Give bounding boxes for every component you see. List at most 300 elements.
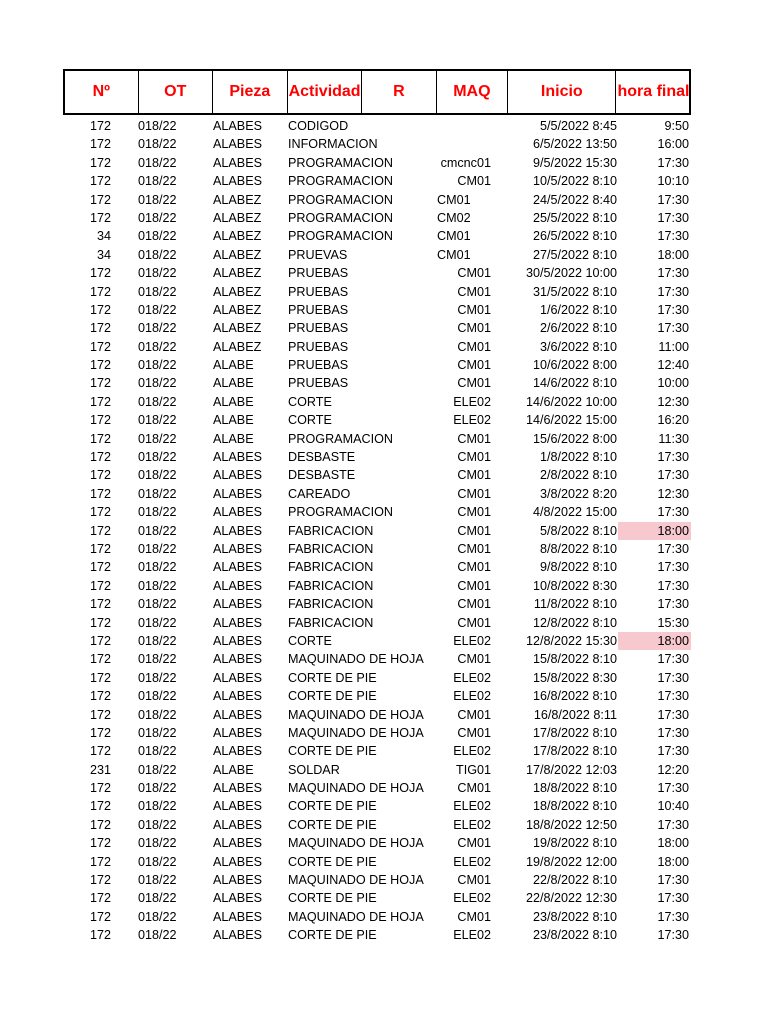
cell-inicio[interactable]: 2/6/2022 8:10	[539, 321, 617, 336]
cell-no[interactable]: 172	[89, 744, 111, 759]
cell-maq[interactable]: ELE02	[453, 854, 491, 869]
cell-maq[interactable]: CM01	[457, 266, 491, 281]
cell-maq[interactable]: CM01	[457, 725, 491, 740]
cell-inicio[interactable]: 22/8/2022 8:10	[532, 873, 617, 888]
cell-no[interactable]: 172	[89, 541, 111, 556]
cell-ot[interactable]: 018/22	[138, 836, 177, 851]
cell-no[interactable]: 172	[89, 192, 111, 207]
cell-hora-final[interactable]: 17:30	[657, 450, 689, 465]
cell-pieza[interactable]: ALABEZ	[213, 284, 262, 299]
cell-hora-final[interactable]: 17:30	[657, 210, 689, 225]
cell-hora-final[interactable]: 17:30	[657, 928, 689, 943]
cell-no[interactable]: 172	[89, 394, 111, 409]
cell-hora-final[interactable]: 17:30	[657, 155, 689, 170]
cell-maq[interactable]	[437, 135, 509, 153]
cell-ot[interactable]: 018/22	[138, 689, 177, 704]
cell-actividad[interactable]: CORTE DE PIE	[288, 817, 377, 832]
cell-hora-final[interactable]: 15:30	[657, 615, 689, 630]
cell-actividad[interactable]: FABRICACION	[288, 541, 374, 556]
cell-actividad[interactable]: PROGRAMACION	[288, 431, 393, 446]
cell-hora-final[interactable]: 10:00	[657, 376, 689, 391]
cell-pieza[interactable]: ALABES	[213, 560, 263, 575]
cell-actividad[interactable]: MAQUINADO DE HOJA	[288, 652, 424, 667]
cell-no[interactable]: 172	[89, 689, 111, 704]
cell-pieza[interactable]: ALABES	[213, 836, 263, 851]
cell-no[interactable]: 172	[89, 854, 111, 869]
cell-no[interactable]: 172	[89, 505, 111, 520]
cell-no[interactable]: 172	[89, 836, 111, 851]
cell-ot[interactable]: 018/22	[138, 541, 177, 556]
cell-hora-final[interactable]: 18:00	[618, 632, 691, 650]
cell-pieza[interactable]: ALABEZ	[213, 192, 262, 207]
cell-pieza[interactable]: ALABEZ	[213, 266, 262, 281]
cell-ot[interactable]: 018/22	[138, 210, 177, 225]
cell-pieza[interactable]: ALABES	[213, 909, 263, 924]
cell-pieza[interactable]: ALABE	[213, 431, 254, 446]
cell-actividad[interactable]: PROGRAMACION	[288, 229, 393, 244]
cell-ot[interactable]: 018/22	[138, 321, 177, 336]
cell-hora-final[interactable]: 17:30	[657, 284, 689, 299]
cell-maq[interactable]: CM01	[457, 450, 491, 465]
cell-maq[interactable]: cmcnc01	[440, 155, 491, 170]
cell-ot[interactable]: 018/22	[138, 873, 177, 888]
cell-pieza[interactable]: ALABES	[213, 744, 263, 759]
cell-pieza[interactable]: ALABE	[213, 394, 254, 409]
cell-inicio[interactable]: 19/8/2022 12:00	[525, 854, 617, 869]
cell-ot[interactable]: 018/22	[138, 615, 177, 630]
cell-inicio[interactable]: 19/8/2022 8:10	[532, 836, 617, 851]
cell-hora-final[interactable]: 17:30	[657, 266, 689, 281]
cell-actividad[interactable]: CORTE DE PIE	[288, 928, 377, 943]
cell-ot[interactable]: 018/22	[138, 891, 177, 906]
cell-ot[interactable]: 018/22	[138, 725, 177, 740]
cell-ot[interactable]: 018/22	[138, 450, 177, 465]
cell-hora-final[interactable]: 17:30	[657, 670, 689, 685]
cell-ot[interactable]: 018/22	[138, 394, 177, 409]
cell-actividad[interactable]: CORTE DE PIE	[288, 689, 377, 704]
cell-maq[interactable]: CM01	[437, 229, 471, 244]
cell-inicio[interactable]: 9/8/2022 8:10	[539, 560, 617, 575]
cell-actividad[interactable]: PRUEBAS	[288, 339, 349, 354]
cell-ot[interactable]: 018/22	[138, 560, 177, 575]
cell-actividad[interactable]: CORTE	[288, 394, 332, 409]
cell-inicio[interactable]: 14/6/2022 8:10	[532, 376, 617, 391]
cell-inicio[interactable]: 18/8/2022 12:50	[525, 817, 617, 832]
cell-actividad[interactable]: CORTE	[288, 413, 332, 428]
cell-ot[interactable]: 018/22	[138, 302, 177, 317]
cell-hora-final[interactable]: 17:30	[657, 192, 689, 207]
cell-no[interactable]: 172	[89, 578, 111, 593]
cell-ot[interactable]: 018/22	[138, 633, 177, 648]
cell-ot[interactable]: 018/22	[138, 744, 177, 759]
cell-actividad[interactable]: FABRICACION	[288, 615, 374, 630]
cell-pieza[interactable]: ALABE	[213, 413, 254, 428]
cell-actividad[interactable]: MAQUINADO DE HOJA	[288, 725, 424, 740]
cell-inicio[interactable]: 26/5/2022 8:10	[532, 229, 617, 244]
cell-maq[interactable]: CM01	[457, 376, 491, 391]
cell-pieza[interactable]: ALABES	[213, 799, 263, 814]
cell-hora-final[interactable]: 17:30	[657, 578, 689, 593]
cell-no[interactable]: 172	[89, 597, 111, 612]
cell-maq[interactable]: ELE02	[453, 633, 491, 648]
cell-actividad[interactable]: MAQUINADO DE HOJA	[288, 781, 424, 796]
cell-pieza[interactable]: ALABES	[213, 541, 263, 556]
cell-inicio[interactable]: 1/8/2022 8:10	[539, 450, 617, 465]
cell-inicio[interactable]: 2/8/2022 8:10	[539, 468, 617, 483]
cell-no[interactable]: 172	[89, 431, 111, 446]
cell-maq[interactable]: CM01	[457, 597, 491, 612]
cell-inicio[interactable]: 22/8/2022 12:30	[525, 891, 617, 906]
cell-hora-final[interactable]: 17:30	[657, 505, 689, 520]
cell-inicio[interactable]: 23/8/2022 8:10	[532, 928, 617, 943]
cell-hora-final[interactable]: 17:30	[657, 597, 689, 612]
cell-inicio[interactable]: 9/5/2022 15:30	[532, 155, 617, 170]
cell-actividad[interactable]: PRUEBAS	[288, 321, 349, 336]
cell-hora-final[interactable]: 10:10	[657, 174, 689, 189]
cell-no[interactable]: 172	[89, 799, 111, 814]
cell-pieza[interactable]: ALABES	[213, 707, 263, 722]
cell-ot[interactable]: 018/22	[138, 909, 177, 924]
cell-actividad[interactable]: PRUEBAS	[288, 284, 349, 299]
cell-ot[interactable]: 018/22	[138, 597, 177, 612]
cell-actividad[interactable]: PRUEBAS	[288, 266, 349, 281]
cell-pieza[interactable]: ALABES	[213, 578, 263, 593]
cell-actividad[interactable]: CORTE DE PIE	[288, 744, 377, 759]
cell-hora-final[interactable]: 9:50	[664, 119, 689, 133]
cell-actividad[interactable]: FABRICACION	[288, 523, 374, 538]
header-maq[interactable]: MAQ	[437, 71, 509, 113]
cell-hora-final[interactable]: 16:20	[657, 413, 689, 428]
cell-inicio[interactable]: 18/8/2022 8:10	[532, 781, 617, 796]
cell-hora-final[interactable]: 17:30	[657, 541, 689, 556]
cell-inicio[interactable]: 18/8/2022 8:10	[532, 799, 617, 814]
cell-maq[interactable]: ELE02	[453, 744, 491, 759]
cell-ot[interactable]: 018/22	[138, 486, 177, 501]
cell-no[interactable]: 172	[89, 302, 111, 317]
cell-ot[interactable]: 018/22	[138, 284, 177, 299]
cell-hora-final[interactable]: 17:30	[657, 302, 689, 317]
cell-pieza[interactable]: ALABES	[213, 174, 263, 189]
cell-hora-final[interactable]: 17:30	[657, 781, 689, 796]
cell-pieza[interactable]: ALABES	[213, 450, 263, 465]
cell-pieza[interactable]: ALABES	[213, 817, 263, 832]
cell-hora-final[interactable]: 17:30	[657, 560, 689, 575]
cell-pieza[interactable]: ALABE	[213, 762, 254, 777]
cell-maq[interactable]: CM01	[457, 541, 491, 556]
cell-inicio[interactable]: 5/5/2022 8:45	[539, 119, 617, 133]
cell-ot[interactable]: 018/22	[138, 578, 177, 593]
cell-no[interactable]: 172	[89, 413, 111, 428]
cell-actividad[interactable]: PROGRAMACION	[288, 155, 393, 170]
cell-no[interactable]: 172	[89, 450, 111, 465]
cell-no[interactable]: 172	[89, 119, 111, 133]
cell-ot[interactable]: 018/22	[138, 854, 177, 869]
cell-ot[interactable]: 018/22	[138, 762, 177, 777]
cell-pieza[interactable]: ALABES	[213, 689, 263, 704]
cell-ot[interactable]: 018/22	[138, 155, 177, 170]
cell-no[interactable]: 172	[89, 376, 111, 391]
header-ot[interactable]: OT	[139, 71, 214, 113]
cell-no[interactable]: 231	[89, 762, 111, 777]
cell-ot[interactable]: 018/22	[138, 799, 177, 814]
cell-inicio[interactable]: 12/8/2022 15:30	[525, 633, 617, 648]
cell-inicio[interactable]: 17/8/2022 8:10	[532, 744, 617, 759]
cell-actividad[interactable]: PROGRAMACION	[288, 210, 393, 225]
cell-actividad[interactable]: MAQUINADO DE HOJA	[288, 836, 424, 851]
cell-pieza[interactable]: ALABEZ	[213, 302, 262, 317]
cell-no[interactable]: 172	[89, 707, 111, 722]
cell-actividad[interactable]: DESBASTE	[288, 450, 356, 465]
cell-no[interactable]: 172	[89, 210, 111, 225]
cell-actividad[interactable]: PROGRAMACION	[288, 505, 393, 520]
cell-actividad[interactable]: MAQUINADO DE HOJA	[288, 707, 424, 722]
cell-inicio[interactable]: 27/5/2022 8:10	[532, 247, 617, 262]
cell-hora-final[interactable]: 12:20	[657, 762, 689, 777]
cell-pieza[interactable]: ALABES	[213, 854, 263, 869]
cell-maq[interactable]: CM01	[457, 339, 491, 354]
cell-no[interactable]: 172	[89, 155, 111, 170]
cell-hora-final[interactable]: 17:30	[657, 891, 689, 906]
cell-ot[interactable]: 018/22	[138, 119, 177, 133]
cell-pieza[interactable]: ALABES	[213, 891, 263, 906]
cell-actividad[interactable]: PROGRAMACION	[288, 174, 393, 189]
cell-no[interactable]: 172	[89, 725, 111, 740]
cell-ot[interactable]: 018/22	[138, 266, 177, 281]
cell-maq[interactable]: ELE02	[453, 394, 491, 409]
cell-actividad[interactable]: CAREADO	[288, 486, 351, 501]
cell-ot[interactable]: 018/22	[138, 468, 177, 483]
cell-no[interactable]: 172	[89, 633, 111, 648]
cell-maq[interactable]: ELE02	[453, 413, 491, 428]
cell-hora-final[interactable]: 18:00	[618, 522, 691, 540]
cell-actividad[interactable]: CORTE	[288, 633, 332, 648]
cell-hora-final[interactable]: 17:30	[657, 744, 689, 759]
cell-actividad[interactable]: MAQUINADO DE HOJA	[288, 873, 424, 888]
cell-maq[interactable]: CM01	[457, 836, 491, 851]
cell-no[interactable]: 172	[89, 137, 111, 152]
cell-hora-final[interactable]: 17:30	[657, 873, 689, 888]
cell-pieza[interactable]: ALABEZ	[213, 210, 262, 225]
header-actividad[interactable]: Actividad	[288, 71, 363, 113]
cell-maq[interactable]: CM01	[457, 707, 491, 722]
cell-ot[interactable]: 018/22	[138, 817, 177, 832]
cell-pieza[interactable]: ALABES	[213, 781, 263, 796]
cell-inicio[interactable]: 14/6/2022 10:00	[525, 394, 617, 409]
header-r[interactable]: R	[362, 71, 437, 113]
cell-inicio[interactable]: 15/8/2022 8:30	[532, 670, 617, 685]
cell-maq[interactable]: ELE02	[453, 799, 491, 814]
cell-actividad[interactable]: PRUEBAS	[288, 358, 349, 373]
cell-maq[interactable]: CM01	[437, 192, 471, 207]
cell-actividad[interactable]: CORTE DE PIE	[288, 891, 377, 906]
cell-maq[interactable]: CM01	[457, 505, 491, 520]
cell-maq[interactable]: TIG01	[456, 762, 491, 777]
cell-pieza[interactable]: ALABE	[213, 376, 254, 391]
cell-actividad[interactable]: SOLDAR	[288, 762, 340, 777]
header-pieza[interactable]: Pieza	[213, 71, 288, 113]
cell-no[interactable]: 172	[89, 486, 111, 501]
cell-inicio[interactable]: 17/8/2022 12:03	[525, 762, 617, 777]
cell-hora-final[interactable]: 11:30	[658, 431, 689, 446]
cell-pieza[interactable]: ALABES	[213, 597, 263, 612]
cell-ot[interactable]: 018/22	[138, 505, 177, 520]
cell-inicio[interactable]: 23/8/2022 8:10	[532, 909, 617, 924]
cell-actividad[interactable]: PRUEVAS	[288, 247, 348, 262]
cell-no[interactable]: 34	[96, 229, 111, 244]
cell-actividad[interactable]: PRUEBAS	[288, 302, 349, 317]
cell-maq[interactable]: CM01	[457, 431, 491, 446]
cell-pieza[interactable]: ALABES	[213, 652, 263, 667]
cell-no[interactable]: 172	[89, 560, 111, 575]
cell-ot[interactable]: 018/22	[138, 229, 177, 244]
cell-hora-final[interactable]: 17:30	[657, 909, 689, 924]
cell-inicio[interactable]: 4/8/2022 15:00	[532, 505, 617, 520]
cell-no[interactable]: 172	[89, 781, 111, 796]
cell-maq[interactable]: CM01	[457, 578, 491, 593]
cell-ot[interactable]: 018/22	[138, 192, 177, 207]
cell-no[interactable]: 172	[89, 523, 111, 538]
cell-inicio[interactable]: 10/8/2022 8:30	[532, 578, 617, 593]
cell-maq[interactable]: ELE02	[453, 670, 491, 685]
cell-pieza[interactable]: ALABES	[213, 670, 263, 685]
cell-pieza[interactable]: ALABEZ	[213, 321, 262, 336]
cell-pieza[interactable]: ALABES	[213, 725, 263, 740]
cell-ot[interactable]: 018/22	[138, 174, 177, 189]
cell-pieza[interactable]: ALABES	[213, 155, 263, 170]
cell-actividad[interactable]: MAQUINADO DE HOJA	[288, 909, 424, 924]
cell-inicio[interactable]: 8/8/2022 8:10	[539, 541, 617, 556]
cell-hora-final[interactable]: 16:00	[657, 137, 689, 152]
cell-inicio[interactable]: 15/6/2022 8:00	[532, 431, 617, 446]
cell-actividad[interactable]: CORTE DE PIE	[288, 854, 377, 869]
cell-pieza[interactable]: ALABES	[213, 468, 263, 483]
cell-no[interactable]: 172	[89, 266, 111, 281]
cell-maq[interactable]: CM01	[457, 486, 491, 501]
header-no[interactable]: Nº	[65, 71, 139, 113]
cell-hora-final[interactable]: 18:00	[657, 854, 689, 869]
cell-hora-final[interactable]: 17:30	[657, 689, 689, 704]
cell-inicio[interactable]: 15/8/2022 8:10	[532, 652, 617, 667]
cell-inicio[interactable]: 16/8/2022 8:10	[532, 689, 617, 704]
cell-maq[interactable]: CM01	[457, 174, 491, 189]
cell-maq[interactable]: ELE02	[453, 891, 491, 906]
cell-no[interactable]: 34	[96, 247, 111, 262]
cell-ot[interactable]: 018/22	[138, 781, 177, 796]
cell-pieza[interactable]: ALABES	[213, 119, 263, 133]
cell-maq[interactable]: CM01	[457, 873, 491, 888]
cell-maq[interactable]: CM01	[457, 909, 491, 924]
cell-ot[interactable]: 018/22	[138, 358, 177, 373]
cell-hora-final[interactable]: 12:30	[657, 394, 689, 409]
cell-hora-final[interactable]: 17:30	[657, 725, 689, 740]
cell-ot[interactable]: 018/22	[138, 670, 177, 685]
cell-inicio[interactable]: 24/5/2022 8:40	[532, 192, 617, 207]
header-hora-final[interactable]: hora final	[617, 83, 689, 100]
cell-maq[interactable]: CM01	[457, 284, 491, 299]
cell-inicio[interactable]: 16/8/2022 8:11	[533, 707, 617, 722]
cell-pieza[interactable]: ALABES	[213, 928, 263, 943]
cell-pieza[interactable]: ALABES	[213, 505, 263, 520]
cell-no[interactable]: 172	[89, 928, 111, 943]
cell-ot[interactable]: 018/22	[138, 928, 177, 943]
cell-maq[interactable]: CM01	[437, 247, 471, 262]
cell-pieza[interactable]: ALABEZ	[213, 247, 262, 262]
cell-maq[interactable]: CM01	[457, 321, 491, 336]
cell-actividad[interactable]: PRUEBAS	[288, 376, 349, 391]
cell-maq[interactable]: CM01	[457, 358, 491, 373]
cell-hora-final[interactable]: 17:30	[657, 229, 689, 244]
cell-hora-final[interactable]: 17:30	[657, 468, 689, 483]
cell-no[interactable]: 172	[89, 891, 111, 906]
cell-maq[interactable]: CM02	[437, 210, 471, 225]
cell-pieza[interactable]: ALABES	[213, 873, 263, 888]
cell-pieza[interactable]: ALABES	[213, 633, 263, 648]
cell-inicio[interactable]: 31/5/2022 8:10	[532, 284, 617, 299]
cell-ot[interactable]: 018/22	[138, 652, 177, 667]
cell-inicio[interactable]: 6/5/2022 13:50	[532, 137, 617, 152]
cell-ot[interactable]: 018/22	[138, 431, 177, 446]
cell-pieza[interactable]: ALABE	[213, 358, 254, 373]
cell-hora-final[interactable]: 17:30	[657, 817, 689, 832]
cell-pieza[interactable]: ALABEZ	[213, 229, 262, 244]
cell-no[interactable]: 172	[89, 817, 111, 832]
cell-maq[interactable]: CM01	[457, 560, 491, 575]
cell-hora-final[interactable]: 18:00	[657, 247, 689, 262]
cell-maq[interactable]: CM01	[457, 615, 491, 630]
cell-no[interactable]: 172	[89, 670, 111, 685]
cell-actividad[interactable]: CORTE DE PIE	[288, 799, 377, 814]
cell-pieza[interactable]: ALABEZ	[213, 339, 262, 354]
cell-hora-final[interactable]: 17:30	[657, 707, 689, 722]
cell-maq[interactable]: ELE02	[453, 928, 491, 943]
header-inicio[interactable]: Inicio	[508, 71, 616, 113]
cell-no[interactable]: 172	[89, 652, 111, 667]
cell-actividad[interactable]: PROGRAMACION	[288, 192, 393, 207]
cell-maq[interactable]: CM01	[457, 652, 491, 667]
cell-no[interactable]: 172	[89, 873, 111, 888]
cell-no[interactable]: 172	[89, 174, 111, 189]
cell-no[interactable]: 172	[89, 468, 111, 483]
cell-hora-final[interactable]: 12:30	[657, 486, 689, 501]
cell-no[interactable]: 172	[89, 339, 111, 354]
cell-maq[interactable]: ELE02	[453, 817, 491, 832]
cell-no[interactable]: 172	[89, 358, 111, 373]
cell-maq[interactable]: CM01	[457, 302, 491, 317]
cell-ot[interactable]: 018/22	[138, 376, 177, 391]
cell-ot[interactable]: 018/22	[138, 137, 177, 152]
cell-inicio[interactable]: 1/6/2022 8:10	[539, 302, 617, 317]
cell-actividad[interactable]: DESBASTE	[288, 468, 356, 483]
cell-inicio[interactable]: 10/5/2022 8:10	[532, 174, 617, 189]
cell-ot[interactable]: 018/22	[138, 707, 177, 722]
cell-no[interactable]: 172	[89, 321, 111, 336]
cell-inicio[interactable]: 17/8/2022 8:10	[532, 725, 617, 740]
cell-ot[interactable]: 018/22	[138, 247, 177, 262]
cell-inicio[interactable]: 14/6/2022 15:00	[525, 413, 617, 428]
cell-pieza[interactable]: ALABES	[213, 615, 263, 630]
cell-actividad[interactable]: INFORMACION	[288, 137, 378, 152]
cell-inicio[interactable]: 11/8/2022 8:10	[533, 597, 617, 612]
cell-hora-final[interactable]: 17:30	[657, 652, 689, 667]
cell-actividad[interactable]: FABRICACION	[288, 578, 374, 593]
cell-actividad[interactable]: CODIGOD	[288, 119, 349, 133]
cell-actividad[interactable]: FABRICACION	[288, 597, 374, 612]
cell-inicio[interactable]: 30/5/2022 10:00	[525, 266, 617, 281]
cell-inicio[interactable]: 10/6/2022 8:00	[532, 358, 617, 373]
cell-no[interactable]: 172	[89, 284, 111, 299]
cell-hora-final[interactable]: 18:00	[657, 836, 689, 851]
cell-inicio[interactable]: 25/5/2022 8:10	[532, 210, 617, 225]
